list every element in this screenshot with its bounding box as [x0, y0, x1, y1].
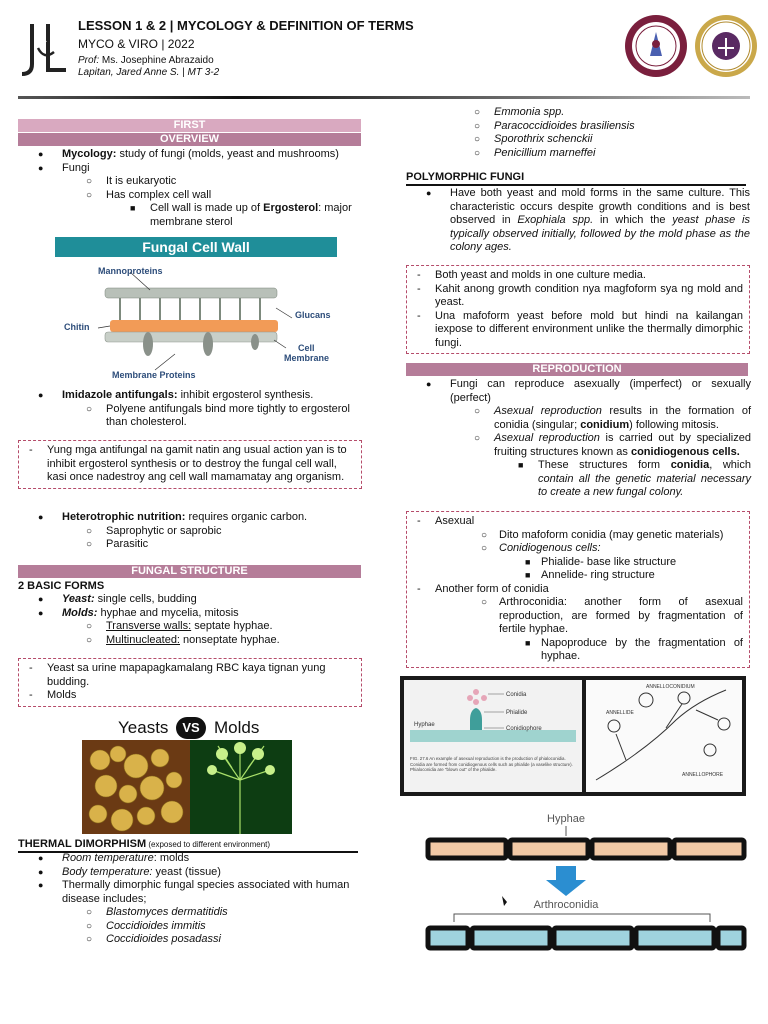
svg-text:ANNELLOPHORE: ANNELLOPHORE: [682, 772, 724, 778]
note-asexual: - Asexual ○ Dito mafoform conidia (may genetic materials) ○ Conidiogenous cells: ■ Phialide- base like structure ■ Annelide- ring structure - Another form of conidia ○ Arthroconidia: another form of asexual reproduction, are formed by fragmentation of fertile hyphae. ■ Napoproduce by the fragmentation of hyphae.: [406, 511, 750, 668]
svg-text:Phialide: Phialide: [506, 710, 528, 716]
section-reproduction-band: REPRODUCTION: [406, 363, 748, 376]
list-item: ○ Coccidioides posadassi: [18, 933, 363, 947]
list-item: ● Heterotrophic nutrition: requires organic carbon.: [18, 511, 363, 525]
list-item: ○ Saprophytic or saprobic: [18, 525, 363, 539]
yeast-mold-photo: [82, 740, 292, 834]
list-item: ● Imidazole antifungals: inhibit ergosterol synthesis.: [18, 389, 363, 403]
reproduction-list: [406, 378, 751, 500]
list-item: ○ Parasitic: [18, 538, 363, 552]
svg-text:ANNELLIDE: ANNELLIDE: [606, 710, 634, 716]
list-item: ○ Sporothrix schenckii: [406, 133, 751, 147]
section-overview-band: OVERVIEW: [18, 133, 361, 146]
list-item: ○ Multinucleated: nonseptate hyphae.: [18, 634, 363, 648]
university-seal-icon: [694, 14, 758, 78]
svg-text:Membrane Proteins: Membrane Proteins: [112, 370, 196, 380]
svg-text:Membrane: Membrane: [284, 353, 330, 363]
list-item: ● Room temperature: molds: [18, 852, 363, 866]
basic-forms-heading: 2 BASIC FORMS: [18, 580, 105, 592]
svg-text:Glucans: Glucans: [295, 310, 331, 320]
thermal-list: [18, 852, 363, 947]
list-item: ○ Asexual reproduction results in the formation of conidia (singular; conidium) following mitosis.: [406, 405, 751, 432]
basic-forms-list: [18, 593, 363, 647]
list-item: ○ Penicillium marneffei: [406, 147, 751, 161]
overview-list: [18, 148, 363, 229]
yeasts-vs-molds-figure: Yeasts VS Molds: [82, 716, 292, 834]
list-item: ○ Has complex cell wall: [18, 189, 363, 203]
conidia-figure-panel: [400, 676, 746, 796]
list-item: ● Thermally dimorphic fungal species associated with human disease includes;: [18, 879, 363, 906]
svg-text:ANNELLOCONIDIUM: ANNELLOCONIDIUM: [646, 684, 695, 690]
note-antifungal: - Yung mga antifungal na gamit natin ang usual action yan is to inhibit ergosterol synthesis or to destroy the fungal cell wall, kasi once nadestroy ang cell wall mamamatay ang organism.: [18, 440, 362, 489]
note-polymorphic: - Both yeast and molds in one culture media. - Kahit anong growth condition nya magfoform sya ng mold and yeast. - Una mafoform yeast before mold but hindi na kailangan iexpose to different environment unlike the thermally dimorphic fungi.: [406, 265, 750, 354]
list-item: ■ These structures form conidia, which contain all the genetic material necessary to create a new fungal colony.: [406, 459, 751, 500]
svg-text:Chitin: Chitin: [64, 322, 90, 332]
list-item: ● Mycology: study of fungi (molds, yeast and mushrooms): [18, 148, 363, 162]
list-item: ● Body temperature: yeast (tissue): [18, 866, 363, 880]
list-item: ○ Blastomyces dermatitidis: [18, 906, 363, 920]
list-item: ○ Coccidioides immitis: [18, 920, 363, 934]
list-item: ○ Asexual reproduction is carried out by specialized fruiting structures known as conidiogenous cells.: [406, 432, 751, 459]
antifungal-list: [18, 389, 363, 430]
list-item: ■ Cell wall is made up of Ergosterol: major membrane sterol: [18, 202, 363, 229]
list-item: ○ Polyene antifungals bind more tightly to ergosterol than cholesterol.: [18, 403, 363, 430]
list-item: ● Molds: hyphae and mycelia, mitosis: [18, 607, 363, 621]
fungal-cell-wall-diagram: [60, 262, 335, 384]
section-first-band: FIRST: [18, 119, 361, 132]
svg-text:Conidia: Conidia: [506, 692, 527, 698]
fungal-cell-wall-title: Fungal Cell Wall: [55, 237, 337, 257]
list-item: ○ It is eukaryotic: [18, 175, 363, 189]
svg-text:Hyphae: Hyphae: [547, 813, 585, 825]
list-item: ● Fungi: [18, 162, 363, 176]
document-title: LESSON 1 & 2 | MYCOLOGY & DEFINITION OF TERMS: [78, 18, 414, 33]
svg-text:Arthroconidia: Arthroconidia: [533, 899, 599, 911]
list-item: ○ Transverse walls: septate hyphae.: [18, 620, 363, 634]
svg-text:Cell: Cell: [298, 343, 315, 353]
header-divider: [18, 96, 750, 99]
svg-text:Conidiophore: Conidiophore: [506, 726, 542, 732]
annelloconidium-figure: [586, 680, 742, 792]
thermal-dimorphism-heading: THERMAL DIMORPHISM (exposed to different environment): [18, 838, 358, 853]
polymorphic-fungi-heading: POLYMORPHIC FUNGI: [406, 171, 746, 186]
species-list-continued: [406, 106, 751, 160]
medical-technology-seal-icon: [624, 14, 688, 78]
note-yeast-molds: - Yeast sa urine mapapagkamalang RBC kaya tignan yung budding. - Molds: [18, 658, 362, 707]
list-item: ○ Paracoccidioides brasiliensis: [406, 120, 751, 134]
professor-line: Prof: Ms. Josephine Abrazaido: [78, 55, 214, 66]
jl-logo: [18, 20, 70, 78]
svg-text:JL: JL: [41, 38, 47, 44]
svg-text:Mannoproteins: Mannoproteins: [98, 266, 163, 276]
polymorphic-description: ● Have both yeast and mold forms in the same culture. This characteristic occurs despite growth conditions and is best observed in Exophiala spp. in which the yeast phase is typically observed initially, followed by the mold phase as the colony ages.: [406, 187, 750, 255]
arthroconidia-figure: [410, 810, 750, 960]
svg-text:Hyphae: Hyphae: [414, 722, 435, 728]
list-item: ○ Emmonia spp.: [406, 106, 751, 120]
course-subtitle: MYCO & VIRO | 2022: [78, 37, 195, 51]
list-item: ● Fungi can reproduce asexually (imperfect) or sexually (perfect): [406, 378, 751, 405]
author-line: Lapitan, Jared Anne S. | MT 3-2: [78, 67, 220, 78]
nutrition-list: [18, 511, 363, 552]
phialoconidia-figure: Conidia Phialide Conidiophore Hyphae FIG. 27.6 An example of asexual reproduction is the production of phialoconidia. Conidia are formed from conidiogenous cells such as phialide (a vaselike structure). Phialoconidia are "blown out" of the phialide.: [404, 680, 582, 792]
section-fungal-structure-band: FUNGAL STRUCTURE: [18, 565, 361, 578]
list-item: ● Yeast: single cells, budding: [18, 593, 363, 607]
